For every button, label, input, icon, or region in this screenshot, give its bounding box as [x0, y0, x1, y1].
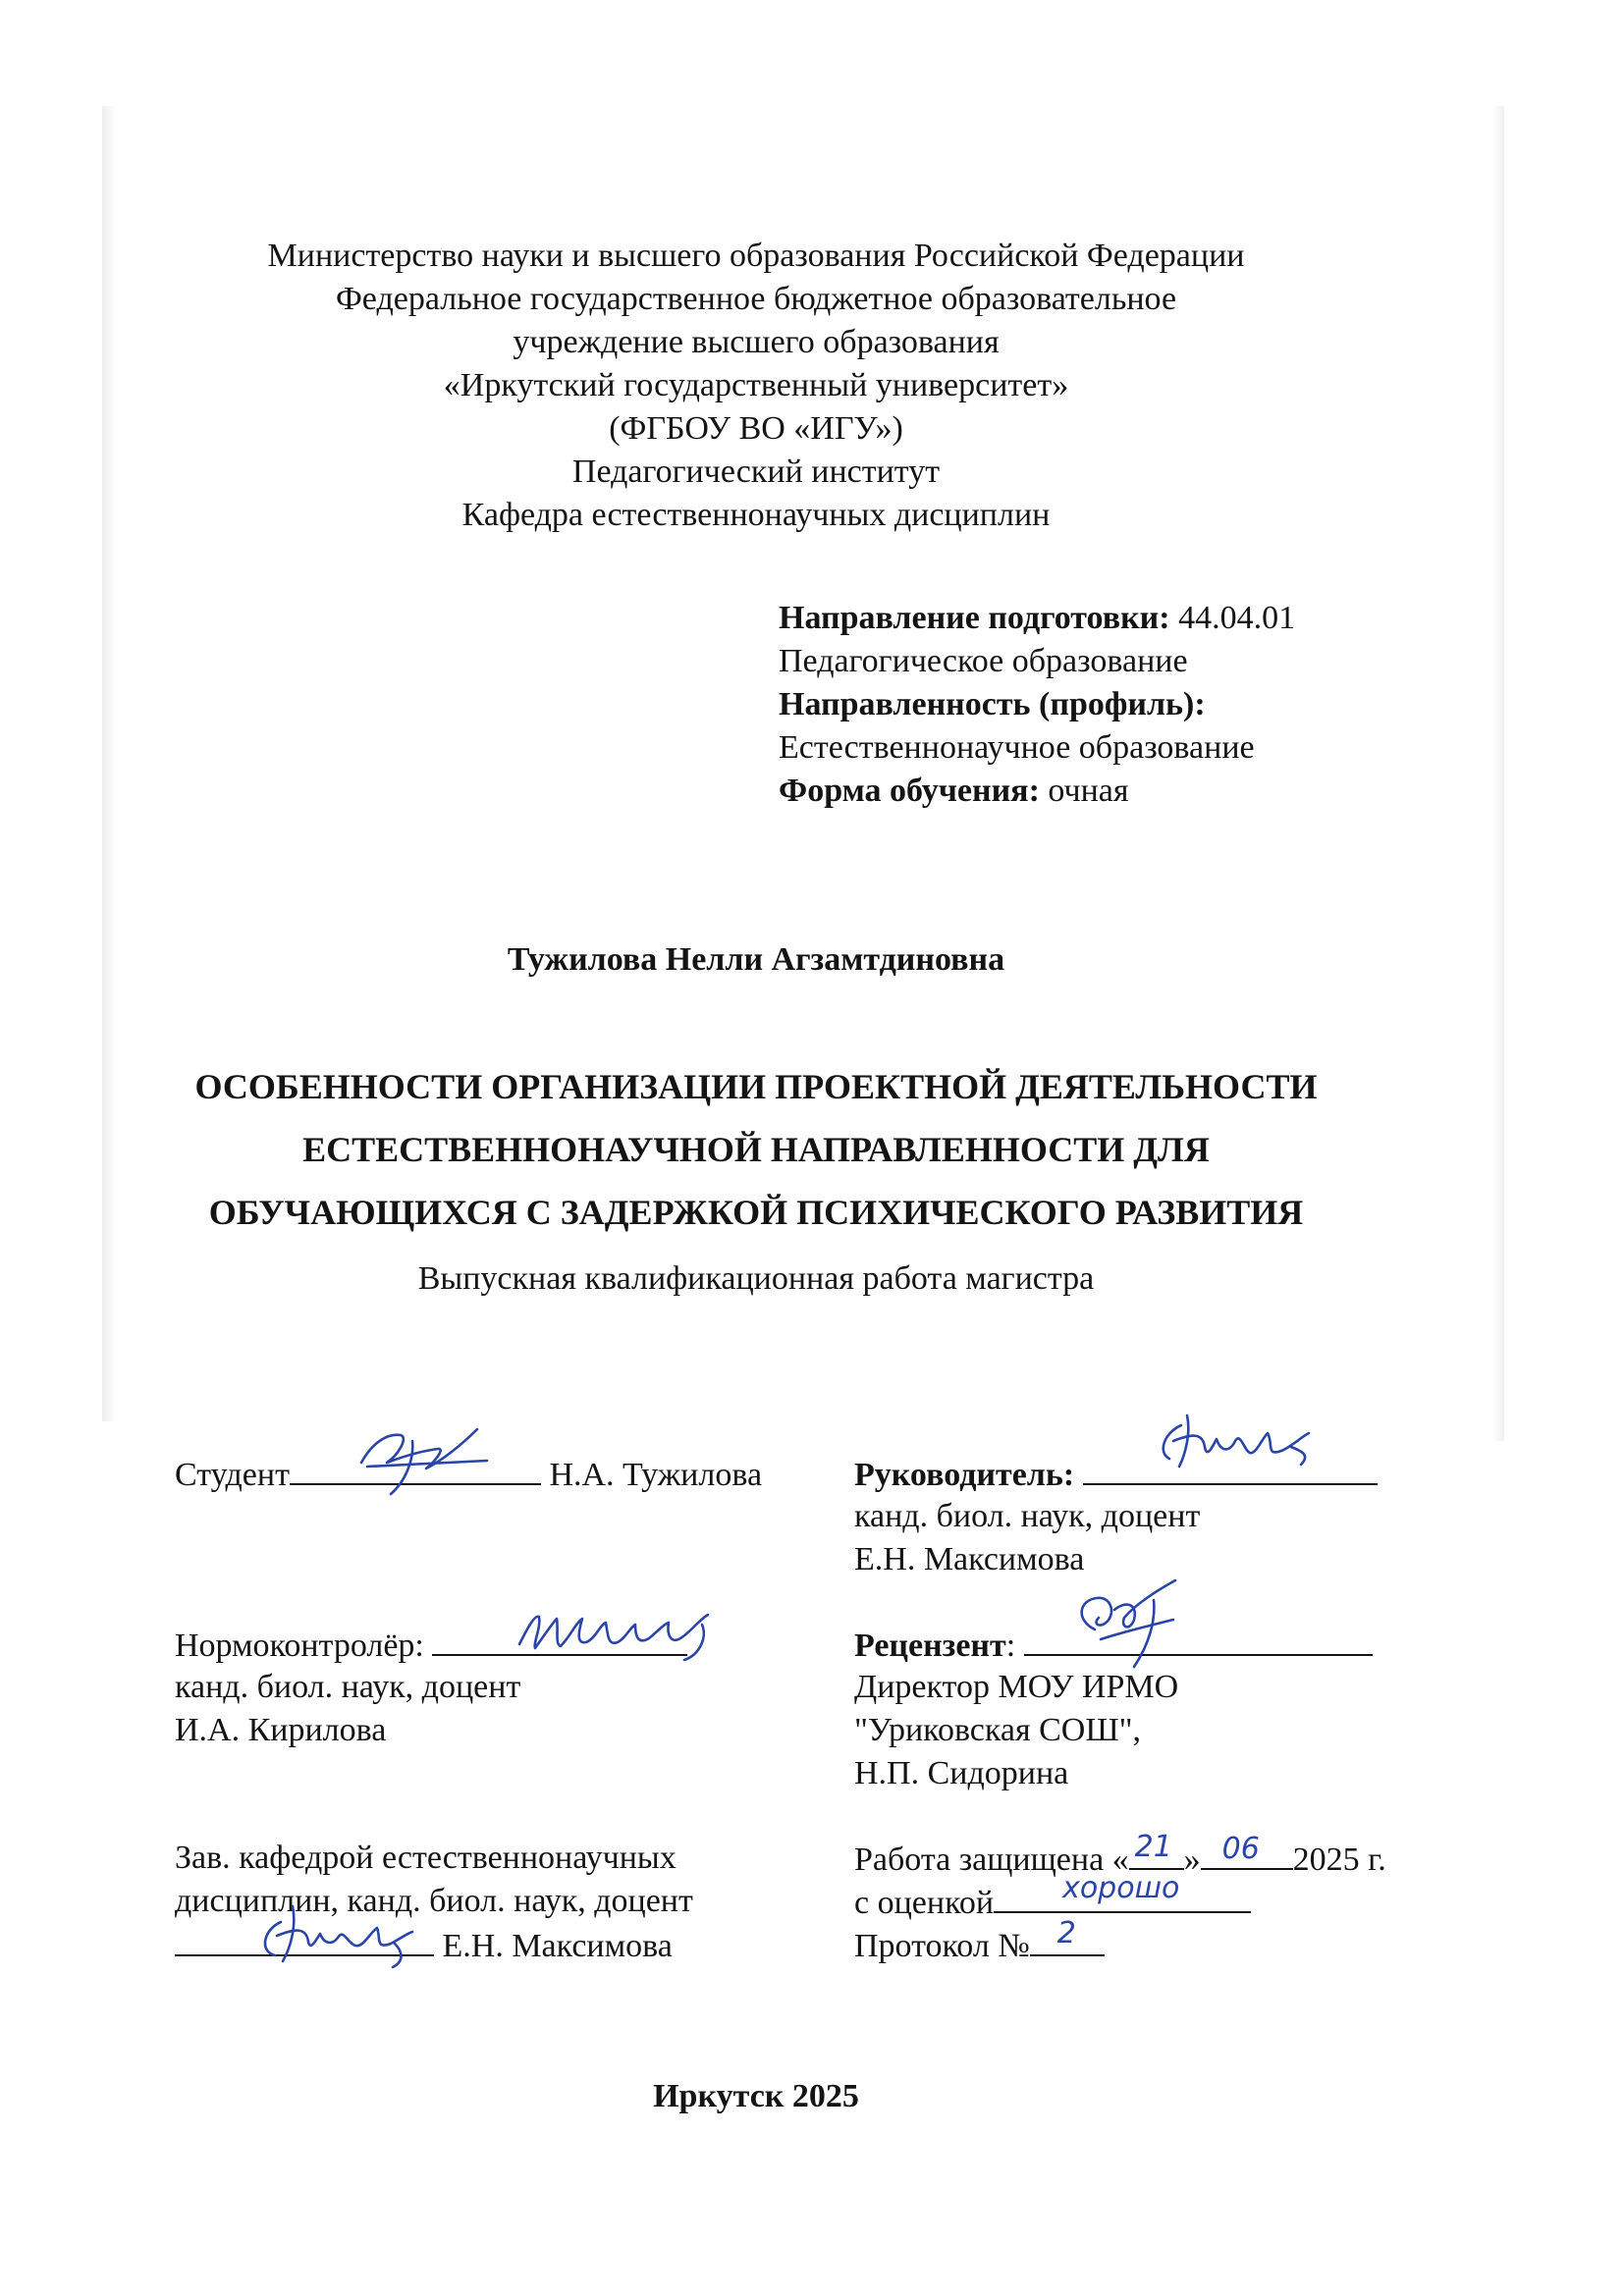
direction-line — [779, 599, 1295, 638]
normcontrol-degree: канд. биол. наук, доцент — [175, 1669, 521, 1705]
defense-mid: » — [1183, 1842, 1201, 1878]
direction-code: 44.04.01 — [1178, 600, 1296, 636]
protocol-value: 2 — [1056, 1916, 1076, 1950]
defense-day-blank — [1129, 1830, 1184, 1870]
university-abbr: (ФГБОУ ВО «ИГУ») — [609, 410, 903, 447]
institute-name: Педагогический институт — [571, 454, 941, 490]
reviewer-organization: "Уриковская СОШ", — [854, 1712, 1142, 1748]
study-form-line — [779, 772, 1129, 811]
head-title-line-1: Зав. кафедрой естественнонаучных — [175, 1840, 677, 1876]
profile-label: Направленность (профиль): — [779, 686, 1206, 722]
study-form-value: очная — [1048, 773, 1129, 809]
grade-prefix: с оценкой — [854, 1885, 995, 1921]
thesis-title-line-2: ЕСТЕСТВЕННОНАУЧНОЙ НАПРАВЛЕННОСТИ ДЛЯ — [302, 1130, 1210, 1169]
normcontrol-name: И.А. Кирилова — [175, 1712, 387, 1748]
reviewer-label: Рецензент — [854, 1628, 1006, 1664]
head-title-line-2: дисциплин, канд. биол. наук, доцент — [175, 1883, 693, 1919]
department-name: Кафедра естественнонаучных дисциплин — [461, 497, 1051, 533]
normcontrol-signature-icon — [506, 1595, 741, 1674]
study-form-label: Форма обучения: — [779, 773, 1040, 809]
reviewer-colon: : — [1005, 1628, 1016, 1664]
profile-name: Естественнонаучное образование — [779, 729, 1255, 766]
thesis-title-line-1: ОСОБЕННОСТИ ОРГАНИЗАЦИИ ПРОЕКТНОЙ ДЕЯТЕЛЬНОСТИ — [194, 1067, 1318, 1106]
protocol-blank — [1030, 1916, 1105, 1956]
institution-line-1: Федеральное государственное бюджетное образовательное — [335, 281, 1177, 317]
supervisor-signature-icon — [1144, 1404, 1321, 1482]
reviewer-signature-icon — [1065, 1571, 1193, 1679]
student-label: Студент — [175, 1457, 290, 1493]
ministry-line: Министерство науки и высшего образования Российской Федерации — [267, 238, 1245, 274]
thesis-type: Выпускная квалификационная работа магистра — [417, 1260, 1095, 1297]
student-signature-icon — [344, 1412, 501, 1500]
defense-month: 06 — [1221, 1832, 1260, 1866]
supervisor-degree: канд. биол. наук, доцент — [854, 1498, 1201, 1534]
reviewer-position: Директор МОУ ИРМО — [854, 1669, 1179, 1705]
protocol-line — [854, 1916, 1105, 1966]
direction-name: Педагогическое образование — [779, 643, 1188, 679]
city-year: Иркутск 2025 — [653, 2078, 859, 2114]
grade-value: хорошо — [1062, 1871, 1180, 1905]
defense-year: 2025 г. — [1292, 1842, 1386, 1878]
institution-line-2: учреждение высшего образования — [513, 324, 1000, 360]
supervisor-name: Е.Н. Максимова — [854, 1541, 1085, 1577]
supervisor-label: Руководитель: — [854, 1457, 1075, 1493]
head-signature-icon — [245, 1883, 422, 1971]
protocol-prefix: Протокол № — [854, 1928, 1030, 1964]
defense-month-blank — [1201, 1832, 1293, 1870]
defense-day: 21 — [1134, 1830, 1172, 1864]
head-name: Е.Н. Максимова — [442, 1928, 673, 1964]
normcontrol-label: Нормоконтролёр: — [175, 1628, 424, 1664]
thesis-title-line-3: ОБУЧАЮЩИХСЯ С ЗАДЕРЖКОЙ ПСИХИЧЕСКОГО РАЗВИТИЯ — [208, 1193, 1304, 1232]
university-name: «Иркутский государственный университет» — [443, 367, 1069, 403]
direction-label: Направление подготовки: — [779, 600, 1170, 636]
student-name: Н.А. Тужилова — [549, 1457, 763, 1493]
grade-line — [854, 1871, 1251, 1923]
grade-blank — [994, 1871, 1251, 1913]
author-name: Тужилова Нелли Агзамтдиновна — [507, 941, 1005, 978]
reviewer-name: Н.П. Сидорина — [854, 1755, 1069, 1791]
defense-prefix: Работа защищена « — [854, 1842, 1129, 1878]
